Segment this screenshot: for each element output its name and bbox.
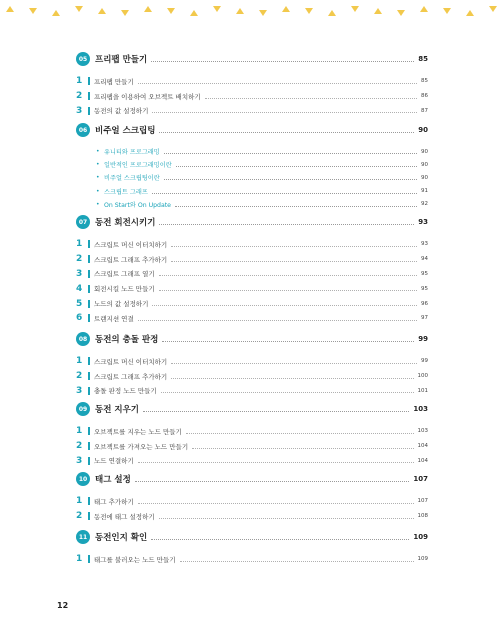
triangle-shape	[190, 10, 198, 16]
chapter-number-badge: 05	[76, 52, 90, 66]
toc-item[interactable]	[76, 454, 428, 469]
item-number: 1	[76, 554, 83, 565]
subitem-title: On Start와 On Update	[104, 201, 171, 209]
item-number: 3	[76, 268, 83, 279]
chapter-heading[interactable]	[76, 472, 428, 486]
dotted-leader	[171, 246, 417, 247]
toc-item[interactable]	[76, 384, 428, 399]
dotted-leader	[176, 166, 417, 167]
triangle-shape	[351, 6, 359, 12]
item-title: 오브젝트를 지우는 노드 만들기	[94, 427, 182, 436]
triangle-shape	[98, 8, 106, 14]
item-number: 1	[76, 496, 83, 507]
dotted-leader	[143, 411, 409, 412]
dotted-leader	[161, 392, 414, 393]
chapter-title: 동전의 충돌 판정	[95, 335, 159, 345]
dotted-leader	[138, 320, 417, 321]
triangle-shape	[443, 8, 451, 14]
chapter-title: 동전 지우기	[95, 405, 140, 415]
toc-item[interactable]	[76, 552, 428, 567]
item-page: 87	[421, 107, 428, 114]
item-title: 회전시킬 노드 만들기	[94, 285, 155, 294]
item-number: 3	[76, 105, 83, 116]
toc-subitem[interactable]	[76, 145, 428, 158]
dotted-leader	[159, 275, 417, 276]
chapter-section	[76, 332, 428, 398]
triangle-shape	[167, 8, 175, 14]
accent-bar	[88, 512, 90, 520]
dotted-leader	[152, 112, 417, 113]
chapter-page: 90	[418, 126, 428, 134]
toc-item[interactable]	[76, 424, 428, 439]
chapter-number-badge: 10	[76, 472, 90, 486]
chapter-number-badge: 06	[76, 123, 90, 137]
accent-bar	[88, 270, 90, 278]
toc-item[interactable]	[76, 104, 428, 119]
toc-item[interactable]	[76, 439, 428, 454]
subitem-page: 90	[421, 161, 428, 168]
item-page: 95	[421, 285, 428, 292]
item-title: 태그를 불러오는 노드 만들기	[94, 555, 176, 564]
accent-bar	[88, 387, 90, 395]
item-number: 1	[76, 356, 83, 367]
chapter-heading[interactable]	[76, 402, 428, 416]
toc-subitem[interactable]	[76, 158, 428, 171]
accent-bar	[88, 427, 90, 435]
dotted-leader	[205, 98, 417, 99]
accent-bar	[88, 497, 90, 505]
subitem-page: 90	[421, 148, 428, 155]
toc-item[interactable]	[76, 311, 428, 326]
item-page: 85	[421, 78, 428, 85]
subitem-title: 유니티와 프로그래밍	[104, 149, 160, 157]
item-number: 2	[76, 511, 83, 522]
chapter-page: 99	[418, 335, 428, 343]
triangle-decoration	[0, 0, 500, 22]
item-number: 2	[76, 91, 83, 102]
item-page: 101	[417, 387, 428, 394]
toc-item[interactable]	[76, 369, 428, 384]
toc-subitem[interactable]	[76, 171, 428, 184]
chapter-number-badge: 08	[76, 332, 90, 346]
accent-bar	[88, 255, 90, 263]
dotted-leader	[152, 193, 417, 194]
chapter-section	[76, 215, 428, 326]
page-number: 12	[57, 601, 69, 610]
chapter-page: 103	[413, 405, 428, 413]
toc-item[interactable]	[76, 74, 428, 89]
accent-bar	[88, 555, 90, 563]
item-page: 107	[417, 498, 428, 505]
triangle-shape	[52, 10, 60, 16]
item-page: 86	[421, 93, 428, 100]
chapter-title: 동전인지 확인	[95, 533, 148, 543]
triangle-shape	[420, 6, 428, 12]
accent-bar	[88, 77, 90, 85]
bullet-icon: •	[96, 174, 100, 182]
item-number: 3	[76, 385, 83, 396]
chapter-heading[interactable]	[76, 530, 428, 544]
item-page: 93	[421, 241, 428, 248]
item-number: 1	[76, 76, 83, 87]
accent-bar	[88, 372, 90, 380]
item-number: 4	[76, 283, 83, 294]
bullet-icon: •	[96, 148, 100, 156]
dotted-leader	[159, 132, 414, 133]
chapter-section	[76, 530, 428, 567]
accent-bar	[88, 107, 90, 115]
dotted-leader	[171, 261, 417, 262]
dotted-leader	[152, 305, 417, 306]
dotted-leader	[186, 433, 414, 434]
accent-bar	[88, 357, 90, 365]
item-number: 2	[76, 254, 83, 265]
bullet-icon: •	[96, 200, 100, 208]
dotted-leader	[164, 179, 417, 180]
accent-bar	[88, 92, 90, 100]
chapter-section	[76, 472, 428, 524]
chapter-heading[interactable]	[76, 332, 428, 346]
subitem-title: 스크립트 그래프	[104, 188, 148, 196]
chapter-heading[interactable]	[76, 215, 428, 229]
toc-item[interactable]	[76, 281, 428, 296]
item-title: 스크립트 머신 이터치하기	[94, 240, 168, 249]
chapter-title: 프리팹 만들기	[95, 55, 148, 65]
triangle-shape	[397, 10, 405, 16]
item-title: 프리팹을 이용하여 오브젝트 배치하기	[94, 92, 201, 101]
toc-subitem[interactable]	[76, 198, 428, 211]
item-page: 104	[417, 443, 428, 450]
chapter-title: 태그 설정	[95, 475, 131, 485]
chapter-heading[interactable]	[76, 52, 428, 66]
triangle-shape	[213, 6, 221, 12]
item-page: 109	[417, 556, 428, 563]
dotted-leader	[159, 224, 414, 225]
toc-item[interactable]	[76, 494, 428, 509]
item-page: 100	[417, 373, 428, 380]
item-page: 108	[417, 513, 428, 520]
triangle-shape	[282, 6, 290, 12]
chapter-heading[interactable]	[76, 123, 428, 137]
triangle-shape	[466, 10, 474, 16]
dotted-leader	[162, 341, 414, 342]
toc-item[interactable]	[76, 252, 428, 267]
item-title: 동전에 태그 설정하기	[94, 512, 155, 521]
dotted-leader	[175, 206, 417, 207]
triangle-shape	[374, 8, 382, 14]
item-page: 99	[421, 358, 428, 365]
item-title: 스크립트 그래프 열기	[94, 270, 155, 279]
item-title: 트랜지션 연결	[94, 314, 134, 323]
item-title: 동전의 값 설정하기	[94, 107, 149, 116]
item-number: 3	[76, 455, 83, 466]
triangle-shape	[29, 8, 37, 14]
accent-bar	[88, 457, 90, 465]
dotted-leader	[135, 481, 410, 482]
bullet-icon: •	[96, 187, 100, 195]
item-page: 95	[421, 270, 428, 277]
item-page: 104	[417, 457, 428, 464]
subitem-title: 비주얼 스크립팅이란	[104, 175, 160, 183]
triangle-shape	[121, 10, 129, 16]
item-page: 94	[421, 256, 428, 263]
toc-item[interactable]	[76, 267, 428, 282]
triangle-shape	[328, 10, 336, 16]
item-number: 2	[76, 371, 83, 382]
chapter-number-badge: 07	[76, 215, 90, 229]
subitem-page: 90	[421, 174, 428, 181]
item-page: 97	[421, 315, 428, 322]
item-title: 충돌 판정 노드 만들기	[94, 387, 157, 396]
triangle-shape	[75, 6, 83, 12]
dotted-leader	[180, 561, 414, 562]
subitem-page: 92	[421, 201, 428, 208]
chapter-title: 비주얼 스크립팅	[95, 126, 156, 136]
dotted-leader	[171, 378, 413, 379]
chapter-page: 85	[418, 55, 428, 63]
triangle-shape	[259, 10, 267, 16]
toc-item[interactable]	[76, 237, 428, 252]
dotted-leader	[192, 448, 413, 449]
item-page: 96	[421, 300, 428, 307]
dotted-leader	[151, 539, 409, 540]
accent-bar	[88, 442, 90, 450]
dotted-leader	[138, 503, 414, 504]
dotted-leader	[171, 363, 417, 364]
item-number: 2	[76, 441, 83, 452]
accent-bar	[88, 285, 90, 293]
dotted-leader	[138, 83, 417, 84]
toc-subitem[interactable]	[76, 185, 428, 198]
chapter-section	[76, 52, 428, 118]
dotted-leader	[151, 61, 414, 62]
triangle-shape	[144, 6, 152, 12]
toc-item[interactable]	[76, 296, 428, 311]
toc-item[interactable]	[76, 354, 428, 369]
chapter-section	[76, 123, 428, 211]
dotted-leader	[164, 153, 417, 154]
item-title: 노드 연결하기	[94, 457, 134, 466]
item-title: 태그 추가하기	[94, 497, 134, 506]
toc-item[interactable]	[76, 509, 428, 524]
item-page: 103	[417, 428, 428, 435]
item-number: 6	[76, 313, 83, 324]
subitem-page: 91	[421, 188, 428, 195]
chapter-number-badge: 11	[76, 530, 90, 544]
dotted-leader	[159, 290, 417, 291]
toc-item[interactable]	[76, 89, 428, 104]
item-title: 스크립트 그래프 추가하기	[94, 372, 168, 381]
item-title: 오브젝트를 가져오는 노드 만들기	[94, 442, 189, 451]
item-title: 스크립트 그래프 추가하기	[94, 255, 168, 264]
item-title: 노드의 값 설정하기	[94, 300, 149, 309]
chapter-section	[76, 402, 428, 468]
bullet-icon: •	[96, 161, 100, 169]
item-number: 5	[76, 298, 83, 309]
item-title: 스크립트 머신 이터치하기	[94, 357, 168, 366]
chapter-title: 동전 회전시키기	[95, 218, 156, 228]
chapter-page: 109	[413, 533, 428, 541]
triangle-shape	[305, 8, 313, 14]
chapter-page: 93	[418, 218, 428, 226]
triangle-shape	[489, 6, 497, 12]
accent-bar	[88, 300, 90, 308]
item-title: 프리팹 만들기	[94, 77, 134, 86]
accent-bar	[88, 240, 90, 248]
accent-bar	[88, 314, 90, 322]
dotted-leader	[159, 518, 414, 519]
item-number: 1	[76, 239, 83, 250]
triangle-shape	[236, 8, 244, 14]
chapter-number-badge: 09	[76, 402, 90, 416]
subitem-title: 일반적인 프로그래밍이란	[104, 162, 172, 170]
item-number: 1	[76, 426, 83, 437]
dotted-leader	[138, 462, 414, 463]
chapter-page: 107	[413, 475, 428, 483]
triangle-shape	[6, 6, 14, 12]
